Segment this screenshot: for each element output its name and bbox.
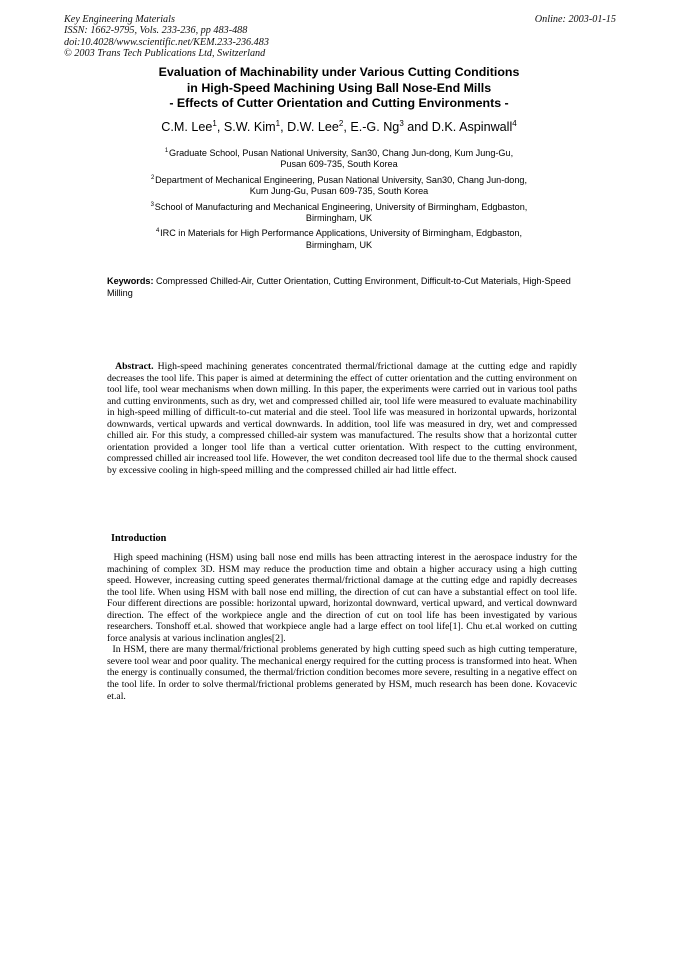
title-line-3: - Effects of Cutter Orientation and Cutting Environments - (169, 96, 509, 111)
introduction-heading: Introduction (111, 533, 167, 544)
abstract-label: Abstract. (115, 361, 154, 372)
author: E.-G. Ng$^3$ and (350, 118, 432, 134)
author-list (60, 120, 618, 134)
author: D.W. Lee$^2$, (287, 118, 351, 134)
title-line-2: in High-Speed Machining Using Ball Nose-End Mills (186, 80, 492, 95)
author: C.M. Lee$^1$, (161, 118, 224, 134)
issn-line: ISSN: 1662-9795, Vols. 233-236, pp 483-488 (64, 25, 248, 37)
affiliation: $^4$ IRC in Materials for High Performance Applications, University of Birmingham, Edgbaston, Birmingham, UK (156, 228, 522, 250)
journal-name: Key Engineering Materials (64, 14, 175, 25)
keywords (107, 276, 577, 299)
doi-line: doi:10.4028/www.scientific.net/KEM.233-236.483 (64, 36, 269, 48)
keywords-label: Keywords: (107, 276, 154, 286)
copyright-line: © 2003 Trans Tech Publications Ltd, Switzerland (64, 48, 266, 60)
journal-header (64, 14, 616, 60)
affiliation: $^1$ Graduate School, Pusan National University, San30, Chang Jun-dong, Kum Jung-Gu, Pusan 609-735, South Korea (164, 147, 514, 170)
paper-title (60, 65, 618, 112)
affiliation: $^2$ Department of Mechanical Engineering, Pusan National University, San30, Chang Jun-dong, Kum Jung-Gu, Pusan 609-735, South Korea (151, 174, 527, 197)
paragraph: In HSM, there are many thermal/frictional problems generated by high cutting speed such as high cutting temperature, severe tool wear and poor quality. The mechanical energy required for the cutting process is transformed into heat. When the energy is continually consumed, the thermal/friction condition becomes more severe, resulting in a negative effect on the tool life. In order to solve thermal/frictional problems generated by HSM, much research has been done. Kovacevic et.al. (107, 644, 578, 702)
abstract (107, 361, 577, 476)
author: D.K. Aspinwall$^4$ (431, 118, 517, 134)
affiliation: $^3$ School of Manufacturing and Mechanical Engineering, University of Birmingham, Edgbaston, Birmingham, UK (150, 201, 528, 224)
abstract-text: High-speed machining generates concentrated thermal/frictional damage at the cutting edge and rapidly decreases the tool life. This paper is aimed at determining the effect of cutter orientation and the cutting environment on tool life, tool wear mechanisms when down milling. In this paper, the experiments were carried out in various tool paths and cutting environments, such as dry, wet and compressed chilled air, tool life were measured to evaluate machinability in high-speed milling of difficult-to-cut material and die steel. Tool life was measured in horizontal upwards, horizontal downwards, vertical upwards and vertical downwards. In addition, tool life was measured in dry, wet and compressed chilled air. For this study, a compressed chilled-air system was manufactured. The results show that a horizontal cutter orientation provided a longer tool life than a vertical cutter orientation. With respect to the cutting environment, compressed chilled air increased tool life. However, the wet conditon decreased tool life due to the thermal shock caused by excessive cooling in high-speed milling and the compressed chilled air had little effect. (107, 361, 577, 476)
introduction-body (107, 552, 577, 702)
keywords-text: Compressed Chilled-Air, Cutter Orientation, Cutting Environment, Difficult-to-Cut Materials, High-Speed Milling (107, 276, 571, 298)
title-line-1: Evaluation of Machinability under Various Cutting Conditions (158, 65, 520, 79)
paragraph: High speed machining (HSM) using ball nose end mills has been attracting interest in the aerospace industry for the machining of complex 3D. HSM may reduce the production time and obtain a higher accuracy using a high cutting speed. However, increasing cutting speed generates thermal/frictional damage at the cutting edge and rapidly decreases the tool life. When using HSM with ball nose end milling, the direction of cut can have a substantial effect on tool life. Four different directions are possible: horizontal upward, horizontal downward, vertical upward, and vertical downward direction. The effect of the workpiece angle and the direction of cut on tool life has been investigated by various researchers. Tonshoff et.al. showed that workpiece angle had a large effect on tool life[1]. Chu et.al worked on cutting force analysis at various inclination angles[2]. (107, 552, 577, 644)
affiliation-list (80, 148, 598, 255)
author: S.W. Kim$^1$, (223, 118, 288, 134)
online-date: Online: 2003-01-15 (534, 14, 616, 25)
